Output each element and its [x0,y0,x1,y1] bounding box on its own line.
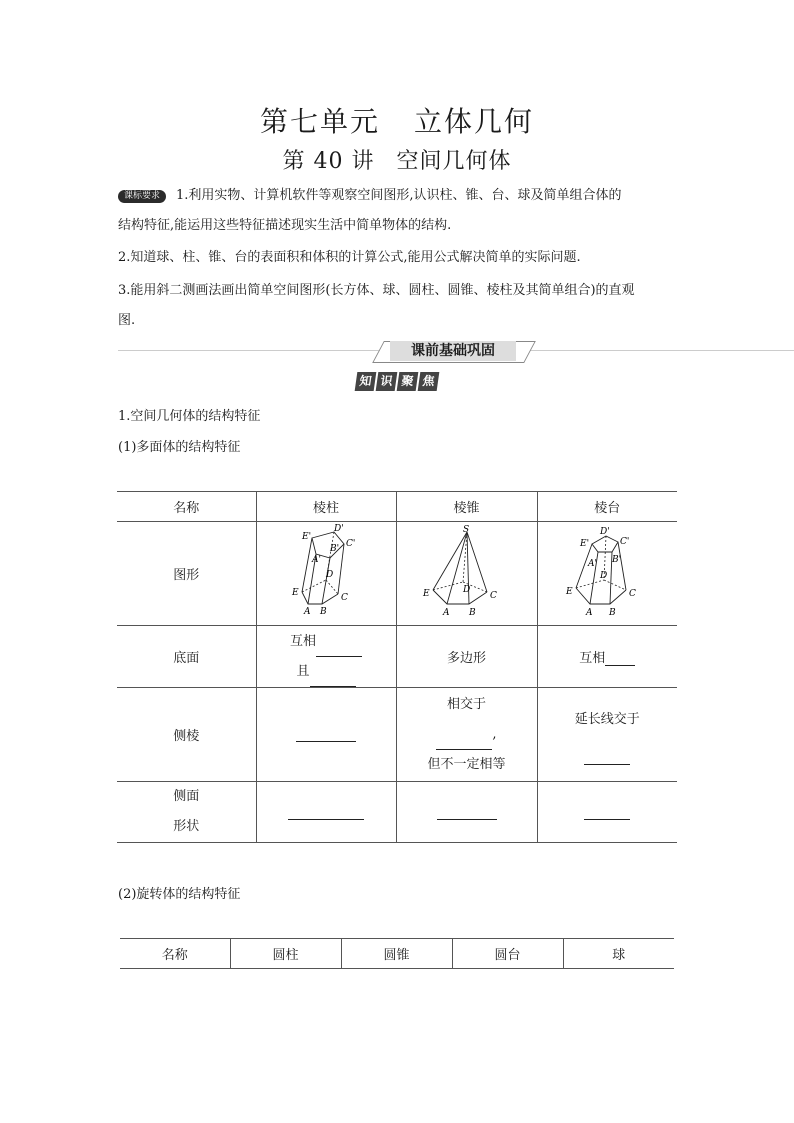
answer-blank[interactable] [584,805,630,820]
knowledge-badge: 焦 [418,372,440,391]
vertex-label: A' [588,558,598,569]
table1-header: 名称 [117,492,256,522]
answer-blank[interactable] [436,735,492,750]
knowledge-badge: 聚 [397,372,419,391]
requirement-item2: 2.知道球、柱、锥、台的表面积和体积的计算公式,能用公式解决简单的实际问题. [118,250,581,265]
table-row [117,522,677,626]
pyramid-edge-cell: 相交于 , 但不一定相等 [396,688,537,782]
unit-title [0,100,794,140]
requirement-item3-line2: 图. [118,313,136,328]
knowledge-badges [356,372,438,391]
section1-sub1-heading: (1)多面体的结构特征 [118,440,241,455]
table-row [117,626,677,688]
table-row [120,939,674,969]
vertex-label: B [609,607,616,618]
vertex-label: S [462,524,469,535]
vertex-label: E' [580,538,590,549]
unit-title-part2: 立体几何 [414,105,535,138]
table1-header: 棱台 [537,492,677,522]
pyramid-base-cell: 多边形 [396,626,537,688]
table-row [117,688,677,782]
prism-base-cell: 互相 且 [256,626,396,688]
answer-blank[interactable] [584,750,630,765]
lesson-title [0,144,794,175]
vertex-label: E [566,586,573,597]
requirement-tag: 课标要求 [118,190,166,203]
requirement-item3-line1: 3.能用斜二测画法画出简单空间图形(长方体、球、圆柱、圆锥、棱柱及其简单组合)的直观 [118,283,635,298]
requirement-item1-line2: 结构特征,能运用这些特征描述现实生活中简单物体的结构. [118,218,452,233]
row-label-figure: 图形 [117,522,256,626]
unit-title-part1: 第七单元 [259,105,380,138]
pyramid-face-cell [396,782,537,843]
frustum-figure-cell [537,522,677,626]
vertex-label: C [489,590,497,601]
vertex-label: B' [330,543,340,554]
vertex-label: A [304,606,311,617]
answer-blank[interactable] [605,651,635,666]
vertex-label: B' [612,554,622,565]
frustum-figure [562,524,652,620]
vertex-label: D [462,584,470,595]
knowledge-badge: 知 [355,372,377,391]
table-row [117,492,677,522]
requirement-item1-line1: 课标要求 1.利用实物、计算机软件等观察空间图形,认识柱、锥、台、球及简单组合体的 [118,186,678,206]
section-banner: 课前基础巩固 [411,343,495,359]
vertex-label: D' [600,526,610,537]
answer-blank[interactable] [437,805,497,820]
prism-figure [286,524,366,620]
lesson-title-part2: 空间几何体 [396,149,512,174]
vertex-label: D [326,569,334,580]
row-label-face: 侧面 形状 [117,782,256,843]
table2-header: 圆柱 [230,939,341,969]
vertex-label: E [292,587,299,598]
row-label-edge: 侧棱 [117,688,256,782]
vertex-label: B [320,606,327,617]
answer-blank[interactable] [288,805,364,820]
frustum-edge-cell: 延长线交于 [537,688,677,782]
pyramid-figure [417,524,517,620]
answer-blank[interactable] [296,727,356,742]
prism-face-cell [256,782,396,843]
table2-header: 球 [563,939,674,969]
vertex-label: A [586,607,593,618]
vertex-label: E' [302,531,312,542]
revolution-table [120,938,674,969]
answer-blank[interactable] [310,672,356,687]
vertex-label: C [629,588,637,599]
pyramid-figure-cell [396,522,537,626]
frustum-face-cell [537,782,677,843]
table1-header: 棱柱 [256,492,396,522]
vertex-label: D' [334,523,344,534]
vertex-label: A [442,607,449,618]
vertex-label: E [422,588,430,599]
polyhedron-table [117,491,677,843]
vertex-label: D [600,570,608,581]
frustum-base-cell: 互相 [537,626,677,688]
knowledge-badge: 识 [376,372,398,391]
prism-figure-cell [256,522,396,626]
lesson-title-part1: 第 40 讲 [282,149,375,174]
table2-header: 名称 [120,939,230,969]
table2-header: 圆锥 [341,939,452,969]
section1-sub2-heading: (2)旋转体的结构特征 [118,887,241,902]
row-label-base: 底面 [117,626,256,688]
answer-blank[interactable] [316,642,362,657]
vertex-label: C' [346,538,356,549]
vertex-label: C [341,592,348,603]
section1-heading: 1.空间几何体的结构特征 [118,409,261,424]
table-row [117,782,677,843]
prism-edge-cell [256,688,396,782]
table2-header: 圆台 [452,939,563,969]
table1-header: 棱锥 [396,492,537,522]
vertex-label: B [468,607,476,618]
vertex-label: A' [312,554,321,565]
vertex-label: C' [620,536,630,547]
